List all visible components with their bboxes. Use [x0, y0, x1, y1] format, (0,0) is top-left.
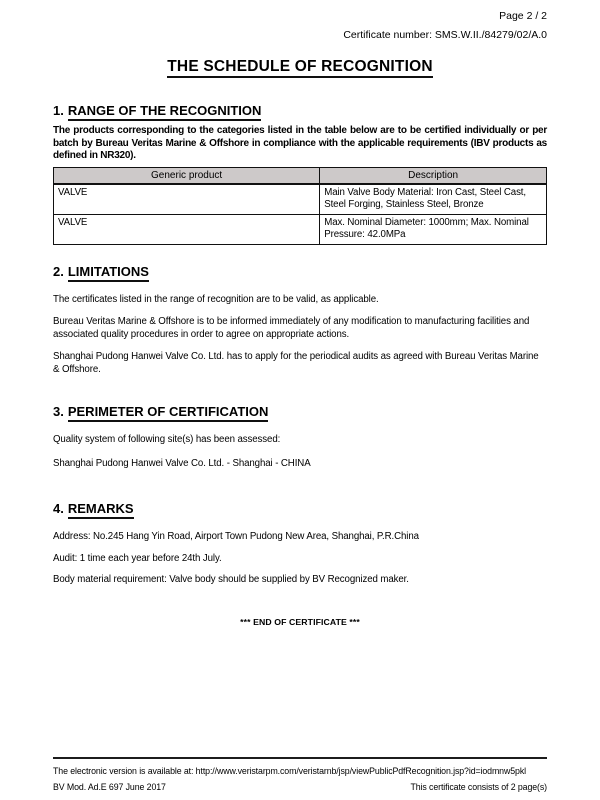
remarks-audit: Audit: 1 time each year before 24th July. — [53, 552, 222, 564]
page-footer — [53, 757, 547, 800]
end-of-certificate-marker: *** END OF CERTIFICATE *** — [240, 616, 360, 627]
section-1-intro-paragraph: The products corresponding to the categories listed in the table below are to be certified individually or per batch by Bureau Veritas Marine & Offshore in compliance with the applicable requirements (IBV products as defined in NR320). — [53, 125, 547, 161]
certificate-number: Certificate number: SMS.W.II./84279/02/A.0 — [343, 29, 547, 41]
section-4-title: REMARKS — [68, 501, 134, 519]
section-3-heading — [53, 404, 547, 419]
section-1-number: 1. — [53, 103, 64, 118]
column-header-generic-product: Generic product — [54, 167, 320, 184]
section-2-title: LIMITATIONS — [68, 264, 149, 282]
assessed-site: Shanghai Pudong Hanwei Valve Co. Ltd. - Shanghai - CHINA — [53, 457, 311, 469]
document-title: THE SCHEDULE OF RECOGNITION — [53, 58, 547, 76]
table-row — [54, 214, 547, 244]
generic-product-cell: VALVE — [54, 214, 320, 244]
description-cell: Max. Nominal Diameter: 1000mm; Max. Nominal Pressure: 42.0MPa — [320, 214, 547, 244]
electronic-version-note: The electronic version is available at: http://www.veristarpm.com/veristarnb/jsp/viewPublicPdfRecognition.jsp?id=iodmnw5pkl — [53, 766, 526, 776]
section-2-number: 2. — [53, 263, 64, 279]
remarks-address: Address: No.245 Hang Yin Road, Airport Town Pudong New Area, Shanghai, P.R.China — [53, 530, 419, 542]
section-range-of-recognition — [53, 103, 547, 245]
description-cell: Main Valve Body Material: Iron Cast, Steel Cast, Steel Forging, Stainless Steel, Bronze — [320, 184, 547, 215]
section-4-number: 4. — [53, 500, 64, 516]
page-number: Page 2 / 2 — [499, 10, 547, 22]
limitations-paragraph: The certificates listed in the range of recognition are to be valid, as applicable. — [53, 293, 379, 305]
section-3-number: 3. — [53, 403, 64, 419]
section-1-title: RANGE OF THE RECOGNITION — [68, 103, 262, 121]
recognition-products-table — [53, 167, 547, 245]
form-reference: BV Mod. Ad.E 697 June 2017 — [53, 782, 166, 792]
section-remarks — [53, 501, 547, 586]
section-2-heading — [53, 264, 547, 279]
limitations-paragraph: Bureau Veritas Marine & Offshore is to be informed immediately of any modification to manufacturing facilities and associated quality procedures in order to agree on appropriate actions. — [53, 315, 530, 340]
section-1-heading — [53, 103, 547, 118]
table-row — [54, 184, 547, 215]
page-count-note: This certificate consists of 2 page(s) — [410, 782, 547, 792]
footer-bottom-row — [53, 782, 547, 792]
section-3-title: PERIMETER OF CERTIFICATION — [68, 404, 269, 422]
generic-product-cell: VALVE — [54, 184, 320, 215]
limitations-paragraph: Shanghai Pudong Hanwei Valve Co. Ltd. has to apply for the periodical audits as agreed with Bureau Veritas Marine & Offshore. — [53, 350, 539, 375]
remarks-body-material: Body material requirement: Valve body should be supplied by BV Recognized maker. — [53, 573, 409, 585]
section-perimeter-of-certification — [53, 404, 547, 470]
section-4-heading — [53, 501, 547, 516]
perimeter-paragraph: Quality system of following site(s) has been assessed: — [53, 433, 281, 445]
section-limitations — [53, 264, 547, 376]
column-header-description: Description — [320, 167, 547, 184]
table-header-row — [54, 167, 547, 184]
